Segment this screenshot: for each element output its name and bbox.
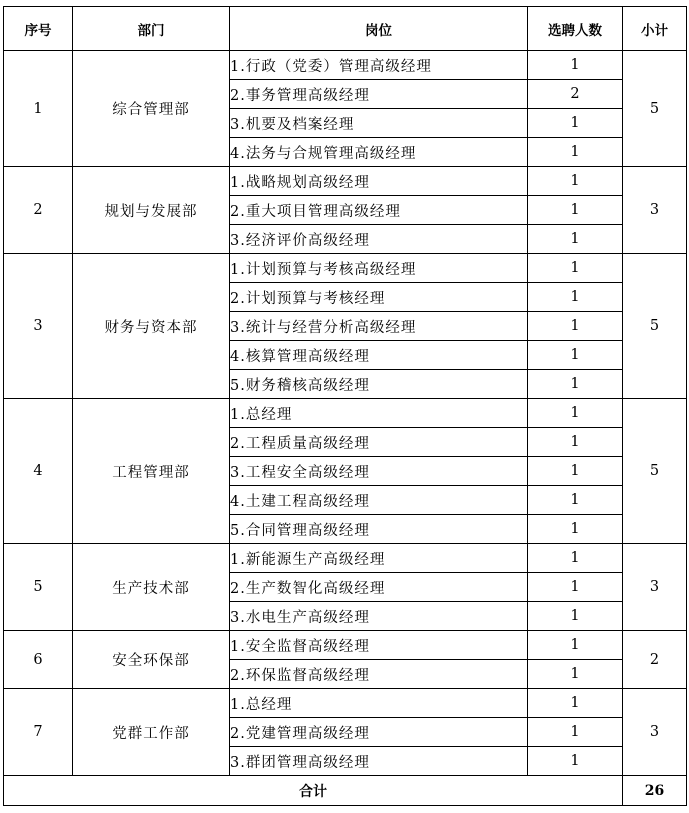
total-value: 26	[623, 776, 687, 806]
position-count: 1	[528, 573, 623, 602]
table-row	[4, 167, 687, 196]
position-count: 1	[528, 602, 623, 631]
dept-subtotal: 3	[623, 689, 687, 776]
total-row	[4, 776, 687, 806]
table-row	[4, 399, 687, 428]
position-count: 1	[528, 747, 623, 776]
dept-name: 安全环保部	[73, 631, 230, 689]
dept-number: 5	[4, 544, 73, 631]
position-name: 2.党建管理高级经理	[230, 718, 528, 747]
position-name: 4.法务与合规管理高级经理	[230, 138, 528, 167]
position-count: 1	[528, 196, 623, 225]
position-name: 2.生产数智化高级经理	[230, 573, 528, 602]
table-row	[4, 254, 687, 283]
position-count: 1	[528, 167, 623, 196]
position-name: 2.计划预算与考核经理	[230, 283, 528, 312]
dept-subtotal: 3	[623, 167, 687, 254]
total-label: 合计	[4, 776, 623, 806]
position-name: 2.工程质量高级经理	[230, 428, 528, 457]
position-count: 1	[528, 486, 623, 515]
position-name: 2.重大项目管理高级经理	[230, 196, 528, 225]
position-name: 5.财务稽核高级经理	[230, 370, 528, 399]
table-row	[4, 51, 687, 80]
position-count: 1	[528, 51, 623, 80]
position-count: 1	[528, 515, 623, 544]
position-count: 1	[528, 138, 623, 167]
position-count: 1	[528, 718, 623, 747]
position-name: 2.事务管理高级经理	[230, 80, 528, 109]
position-count: 1	[528, 283, 623, 312]
header-dept: 部门	[73, 7, 230, 51]
dept-number: 1	[4, 51, 73, 167]
position-count: 1	[528, 660, 623, 689]
position-name: 3.群团管理高级经理	[230, 747, 528, 776]
dept-number: 7	[4, 689, 73, 776]
header-num: 序号	[4, 7, 73, 51]
position-name: 3.经济评价高级经理	[230, 225, 528, 254]
recruitment-table	[3, 6, 687, 806]
table-body	[4, 51, 687, 776]
position-count: 1	[528, 457, 623, 486]
dept-number: 6	[4, 631, 73, 689]
position-count: 1	[528, 544, 623, 573]
position-name: 3.工程安全高级经理	[230, 457, 528, 486]
dept-number: 3	[4, 254, 73, 399]
dept-subtotal: 3	[623, 544, 687, 631]
position-count: 1	[528, 254, 623, 283]
table-row	[4, 631, 687, 660]
dept-subtotal: 2	[623, 631, 687, 689]
position-name: 1.行政（党委）管理高级经理	[230, 51, 528, 80]
position-count: 1	[528, 109, 623, 138]
position-name: 3.统计与经营分析高级经理	[230, 312, 528, 341]
position-name: 4.核算管理高级经理	[230, 341, 528, 370]
table-row	[4, 689, 687, 718]
position-count: 1	[528, 370, 623, 399]
position-name: 3.水电生产高级经理	[230, 602, 528, 631]
position-name: 1.安全监督高级经理	[230, 631, 528, 660]
position-name: 1.战略规划高级经理	[230, 167, 528, 196]
position-count: 1	[528, 312, 623, 341]
position-count: 1	[528, 225, 623, 254]
position-name: 1.总经理	[230, 399, 528, 428]
dept-number: 2	[4, 167, 73, 254]
position-count: 1	[528, 341, 623, 370]
dept-name: 规划与发展部	[73, 167, 230, 254]
position-count: 1	[528, 689, 623, 718]
dept-subtotal: 5	[623, 51, 687, 167]
position-name: 4.土建工程高级经理	[230, 486, 528, 515]
dept-name: 工程管理部	[73, 399, 230, 544]
header-row	[4, 7, 687, 51]
dept-number: 4	[4, 399, 73, 544]
position-count: 2	[528, 80, 623, 109]
position-name: 1.新能源生产高级经理	[230, 544, 528, 573]
position-count: 1	[528, 631, 623, 660]
table-row	[4, 544, 687, 573]
dept-subtotal: 5	[623, 399, 687, 544]
header-count: 选聘人数	[528, 7, 623, 51]
dept-name: 生产技术部	[73, 544, 230, 631]
dept-name: 综合管理部	[73, 51, 230, 167]
position-name: 1.计划预算与考核高级经理	[230, 254, 528, 283]
dept-name: 党群工作部	[73, 689, 230, 776]
position-count: 1	[528, 428, 623, 457]
position-name: 2.环保监督高级经理	[230, 660, 528, 689]
dept-subtotal: 5	[623, 254, 687, 399]
position-name: 5.合同管理高级经理	[230, 515, 528, 544]
header-subtotal: 小计	[623, 7, 687, 51]
dept-name: 财务与资本部	[73, 254, 230, 399]
table-header	[4, 7, 687, 51]
table-footer	[4, 776, 687, 806]
position-name: 3.机要及档案经理	[230, 109, 528, 138]
header-position: 岗位	[230, 7, 528, 51]
position-count: 1	[528, 399, 623, 428]
position-name: 1.总经理	[230, 689, 528, 718]
